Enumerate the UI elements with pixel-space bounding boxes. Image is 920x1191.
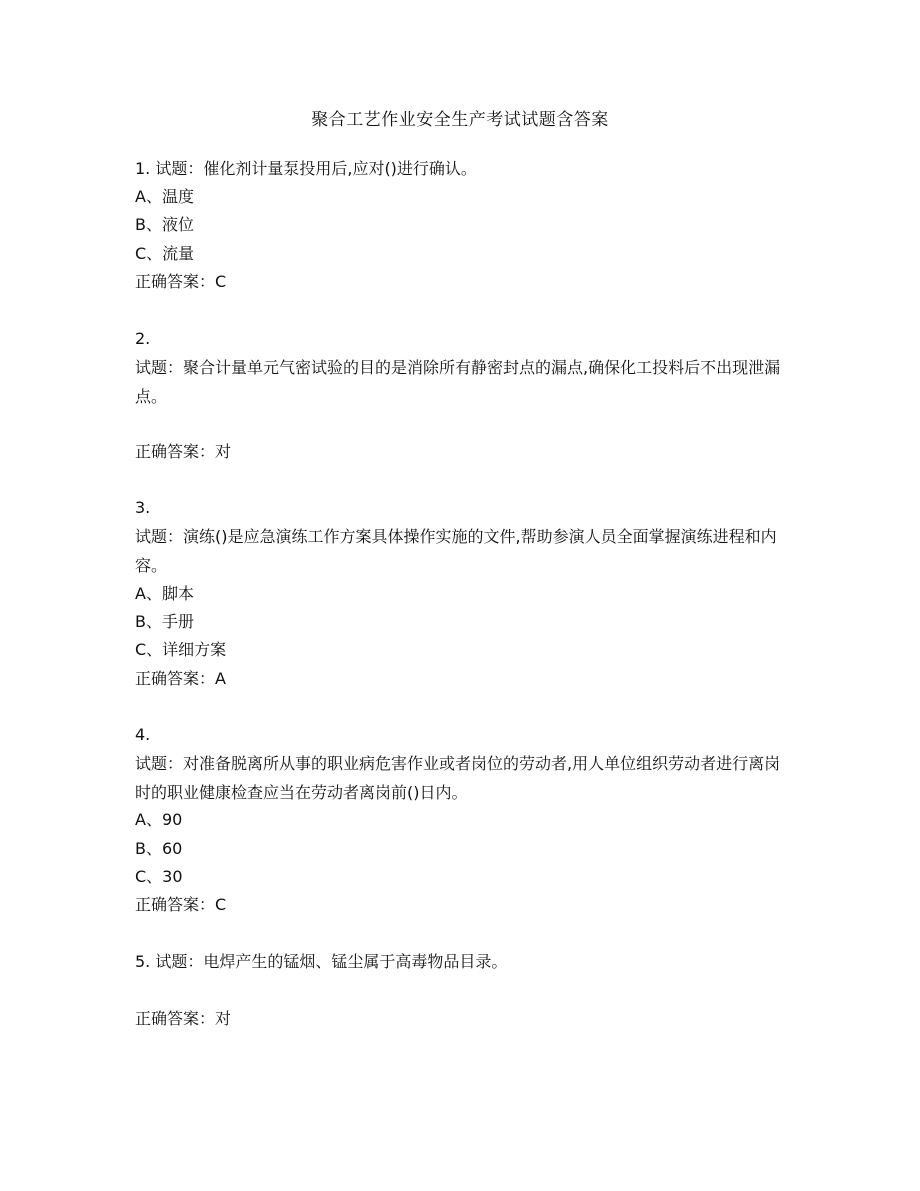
- question-4-option-b: B、60: [135, 839, 183, 858]
- question-4-answer: 正确答案：C: [135, 895, 227, 914]
- question-5-answer: 正确答案：对: [135, 1009, 232, 1028]
- question-3-answer: 正确答案：A: [135, 669, 226, 688]
- question-1-option-c: C、流量: [135, 244, 195, 263]
- question-4-option-c: C、30: [135, 867, 183, 886]
- question-1-option-a: A、温度: [135, 187, 194, 206]
- question-1-answer: 正确答案：C: [135, 272, 227, 291]
- question-1-option-b: B、液位: [135, 215, 194, 234]
- question-3-number: 3.: [135, 498, 151, 517]
- question-4-text: 试题：对准备脱离所从事的职业病危害作业或者岗位的劳动者,用人单位组织劳动者进行离岗时的职业健康检查应当在劳动者离岗前()日内。: [135, 754, 781, 802]
- question-3-option-a: A、脚本: [135, 584, 194, 603]
- question-4-number: 4.: [135, 725, 151, 744]
- question-3-text: 试题：演练()是应急演练工作方案具体操作实施的文件,帮助参演人员全面掌握演练进程和内容。: [135, 527, 777, 575]
- document-title: 聚合工艺作业安全生产考试试题含答案: [311, 110, 609, 130]
- question-3-option-c: C、详细方案: [135, 640, 227, 659]
- question-1-text: 1. 试题：催化剂计量泵投用后,应对()进行确认。: [135, 159, 477, 178]
- question-5-text: 5. 试题：电焊产生的锰烟、锰尘属于高毒物品目录。: [135, 952, 508, 971]
- question-3-option-b: B、手册: [135, 612, 194, 631]
- question-2-number: 2.: [135, 329, 151, 348]
- question-4-option-a: A、90: [135, 810, 183, 829]
- question-2-text: 试题：聚合计量单元气密试验的目的是消除所有静密封点的漏点,确保化工投料后不出现泄漏点。: [135, 358, 781, 406]
- question-2-answer: 正确答案：对: [135, 442, 232, 461]
